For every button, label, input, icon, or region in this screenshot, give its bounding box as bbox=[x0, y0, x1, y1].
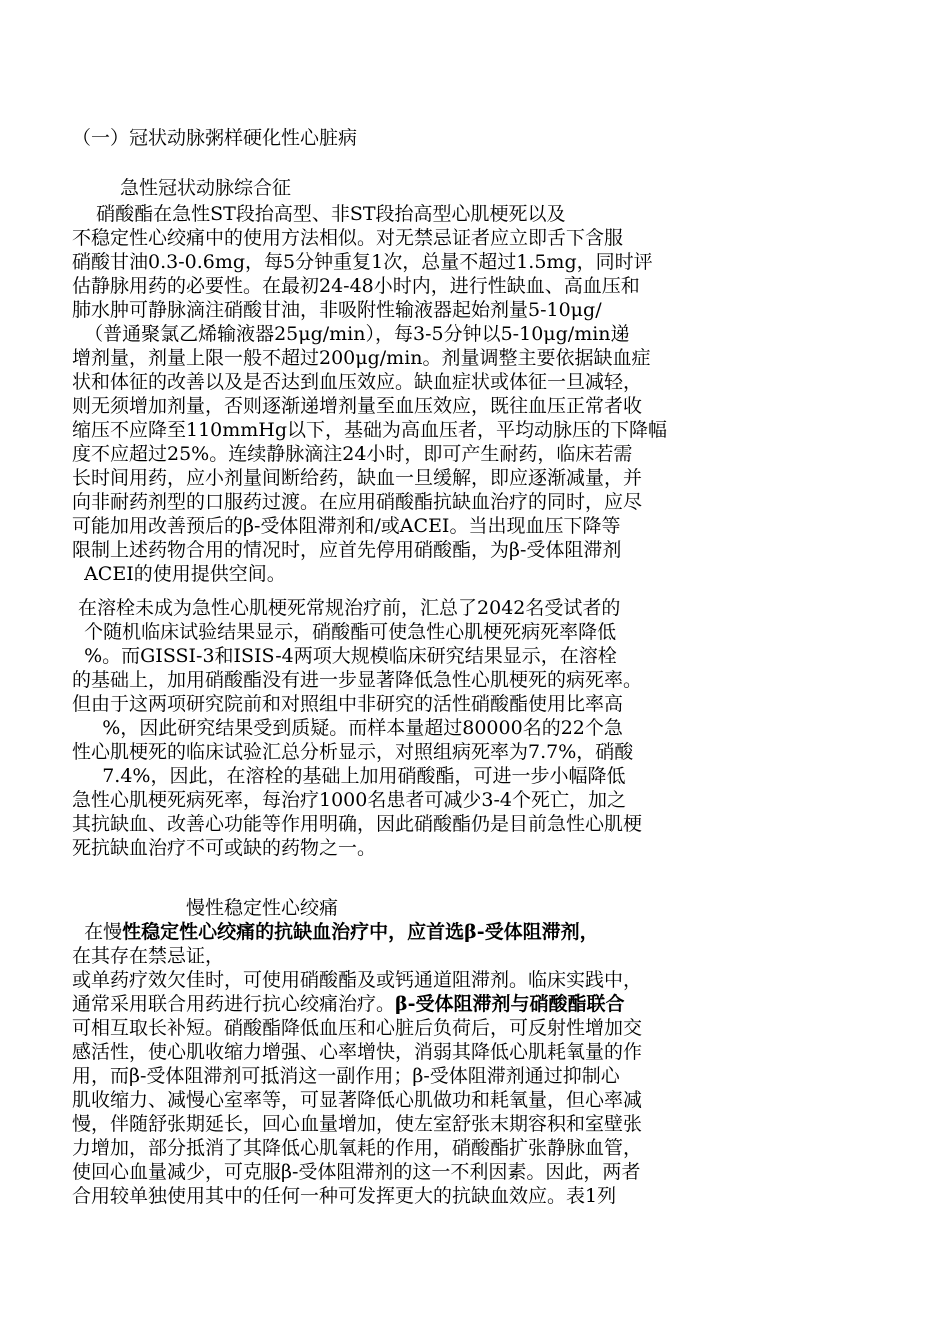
text-line: 增剂量，剂量上限一般不超过200μg/min。剂量调整主要依据缺血症 bbox=[72, 347, 651, 369]
text-line: 则无须增加剂量，否则逐渐递增剂量至血压效应，既往血压正常者收 bbox=[72, 395, 643, 417]
text-line: 在溶栓未成为急性心肌梗死常规治疗前，汇总了2042名受试者的 bbox=[72, 597, 621, 619]
text-line: 硝酸酯在急性ST段抬高型、非ST段抬高型心肌梗死以及 bbox=[72, 203, 566, 225]
text-line: %。而GISSI-3和ISIS-4两项大规模临床研究结果显示，在溶栓 bbox=[72, 645, 617, 667]
text-line: 估静脉用药的必要性。在最初24-48小时内，进行性缺血、高血压和 bbox=[72, 275, 640, 297]
subheading-acs: 急性冠状动脉综合征 bbox=[120, 177, 292, 199]
text-line: 可能加用改善预后的β-受体阻滞剂和/或ACEI。当出现血压下降等 bbox=[72, 515, 621, 537]
text-line bbox=[72, 992, 625, 1016]
text-line: 使回心血量减少，可克服β-受体阻滞剂的这一不利因素。因此，两者 bbox=[72, 1161, 641, 1183]
text-line: 缩压不应降至110mmHg以下，基础为高血压者，平均动脉压的下降幅 bbox=[72, 419, 668, 441]
text-line: 肺水肿可静脉滴注硝酸甘油，非吸附性输液器起始剂量5-10μg/ bbox=[72, 299, 602, 321]
bold-text-run: β-受体阻滞剂与硝酸酯联合 bbox=[395, 993, 625, 1015]
text-line: 急性心肌梗死病死率，每治疗1000名患者可减少3-4个死亡，加之 bbox=[72, 789, 626, 811]
text-line: 个随机临床试验结果显示，硝酸酯可使急性心肌梗死病死率降低 bbox=[72, 621, 617, 643]
text-line: 可相互取长补短。硝酸酯降低血压和心脏后负荷后，可反射性增加交 bbox=[72, 1017, 643, 1039]
text-line: （普通聚氯乙烯输液器25μg/min），每3-5分钟以5-10μg/min递 bbox=[72, 323, 630, 345]
text-line: 力增加，部分抵消了其降低心肌氧耗的作用，硝酸酯扩张静脉血管， bbox=[72, 1137, 643, 1159]
text-line: 肌收缩力、减慢心室率等，可显著降低心肌做功和耗氧量，但心率减 bbox=[72, 1089, 643, 1111]
text-line: 合用较单独使用其中的任何一种可发挥更大的抗缺血效应。表1列 bbox=[72, 1185, 617, 1207]
text-run: 在慢 bbox=[72, 921, 123, 943]
text-line: 在其存在禁忌证， bbox=[72, 945, 225, 967]
text-line: 的基础上，加用硝酸酯没有进一步显著降低急性心肌梗死的病死率。 bbox=[72, 669, 643, 691]
text-line: 向非耐药剂型的口服药过渡。在应用硝酸酯抗缺血治疗的同时，应尽 bbox=[72, 491, 643, 513]
text-line: 其抗缺血、改善心功能等作用明确，因此硝酸酯仍是目前急性心肌梗 bbox=[72, 813, 643, 835]
bold-text-run: 性稳定性心绞痛的抗缺血治疗中，应首选β-受体阻滞剂， bbox=[122, 921, 599, 943]
text-line: 状和体征的改善以及是否达到血压效应。缺血症状或体征一旦减轻， bbox=[72, 371, 643, 393]
text-line: 7.4%，因此，在溶栓的基础上加用硝酸酯，可进一步小幅降低 bbox=[72, 765, 626, 787]
text-line: 用，而β-受体阻滞剂可抵消这一副作用；β-受体阻滞剂通过抑制心 bbox=[72, 1065, 620, 1087]
text-line: %，因此研究结果受到质疑。而样本量超过80000名的22个急 bbox=[72, 717, 623, 739]
text-line: 但由于这两项研究院前和对照组中非研究的活性硝酸酯使用比率高 bbox=[72, 693, 624, 715]
section-title: （一）冠状动脉粥样硬化性心脏病 bbox=[72, 127, 358, 149]
text-line: 限制上述药物合用的情况时，应首先停用硝酸酯，为β-受体阻滞剂 bbox=[72, 539, 622, 561]
text-line: 死抗缺血治疗不可或缺的药物之一。 bbox=[72, 837, 377, 859]
text-line: 或单药疗效欠佳时，可使用硝酸酯及或钙通道阻滞剂。临床实践中， bbox=[72, 969, 643, 991]
text-line: 硝酸甘油0.3-0.6mg，每5分钟重复1次，总量不超过1.5mg，同时评 bbox=[72, 251, 653, 273]
text-line: 度不应超过25%。连续静脉滴注24小时，即可产生耐药，临床若需 bbox=[72, 443, 633, 465]
text-line: 不稳定性心绞痛中的使用方法相似。对无禁忌证者应立即舌下含服 bbox=[72, 227, 624, 249]
text-line: 性心肌梗死的临床试验汇总分析显示，对照组病死率为7.7%，硝酸 bbox=[72, 741, 634, 763]
text-line: 长时间用药，应小剂量间断给药，缺血一旦缓解，即应逐渐减量，并 bbox=[72, 467, 643, 489]
text-line: 感活性，使心肌收缩力增强、心率增快，消弱其降低心肌耗氧量的作 bbox=[72, 1041, 643, 1063]
text-line bbox=[72, 920, 599, 944]
text-line: 慢，伴随舒张期延长，回心血量增加，使左室舒张末期容积和室壁张 bbox=[72, 1113, 643, 1135]
text-run: 通常采用联合用药进行抗心绞痛治疗。 bbox=[72, 993, 396, 1015]
subheading-stable-angina: 慢性稳定性心绞痛 bbox=[186, 897, 339, 919]
text-line: ACEI的使用提供空间。 bbox=[72, 563, 286, 585]
